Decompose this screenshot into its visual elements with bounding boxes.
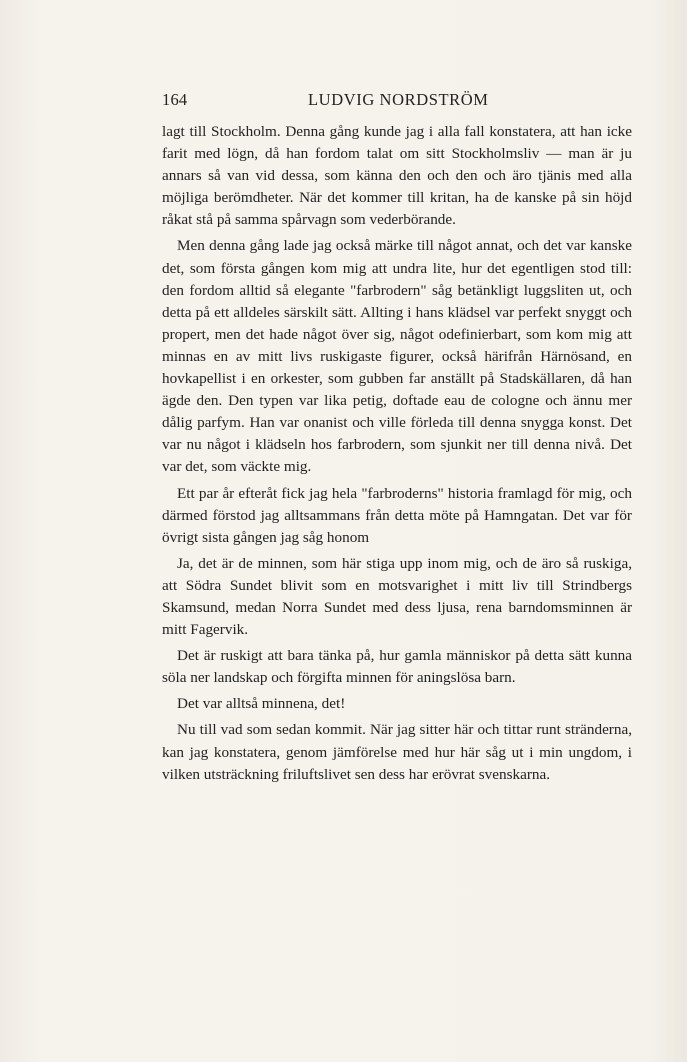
paragraph-4: Ja, det är de minnen, som här stiga upp inom mig, och de äro så ruskiga, att Södra Sundet blivit som en motsvarighet i mitt liv till Strindbergs Skamsund, medan Norra Sundet med dess ljusa, rena barndomsminnen är mitt Fagervik. [162, 554, 632, 639]
page-header [162, 90, 632, 114]
paragraph-3: Ett par år efteråt fick jag hela "farbroderns" historia framlagd för mig, och därmed förstod jag alltsammans från detta möte på Hamngatan. Det var för övrigt sista gången jag såg honom [162, 484, 632, 546]
page-number: 164 [162, 90, 188, 109]
paragraph-5: Det är ruskigt att bara tänka på, hur gamla människor på detta sätt kunna söla ner landskap och förgifta minnen för aningslösa barn. [162, 647, 632, 687]
paragraph-1: lagt till Stockholm. Denna gång kunde jag i alla fall konstatera, att han icke farit med lögn, då han fordom talat om sitt Stockholmsliv — man är ju annars så van vid dessa, som känna den och den och äro tjänis med alla möjliga berömdheter. När det kommer till kritan, ha de kanske på sin höjd råkat stå på samma spårvagn som vederbörande. [162, 123, 632, 229]
paragraph-7: Nu till vad som sedan kommit. När jag sitter här och tittar runt stränderna, kan jag konstatera, genom jämförelse med hur här såg ut i min ungdom, i vilken utsträckning friluftslivet sen dess har erövrat svenskarna. [162, 721, 632, 783]
body-text [162, 121, 632, 786]
running-head: LUDVIG NORDSTRÖM [308, 90, 489, 109]
paragraph-6: Det var alltså minnena, det! [177, 695, 346, 713]
paragraph-2: Men denna gång lade jag också märke till något annat, och det var kanske det, som första gången kom mig att undra lite, hur det egentligen stod till: den fordom alltid så elegante "farbrodern" såg betänkligt luggsliten ut, och detta på ett alldeles särskilt sätt. Allting i hans klädsel var perfekt snyggt och propert, men det hade något över sig, något odefinierbart, som kom mig att minnas en av mitt livs ruskigaste figurer, också härifrån Härnösand, en hovkapellist i en orkester, som gubben far anställt på Stadskällaren, då han ägde den. Den typen var lika petig, doftade eau de cologne och ännu mer dålig parfym. Han var onanist och ville förleda till denna snygga konst. Det var nu något i klädseln hos farbrodern, som sjunkit ner till denna nivå. Det var det, som väckte mig. [162, 237, 632, 476]
